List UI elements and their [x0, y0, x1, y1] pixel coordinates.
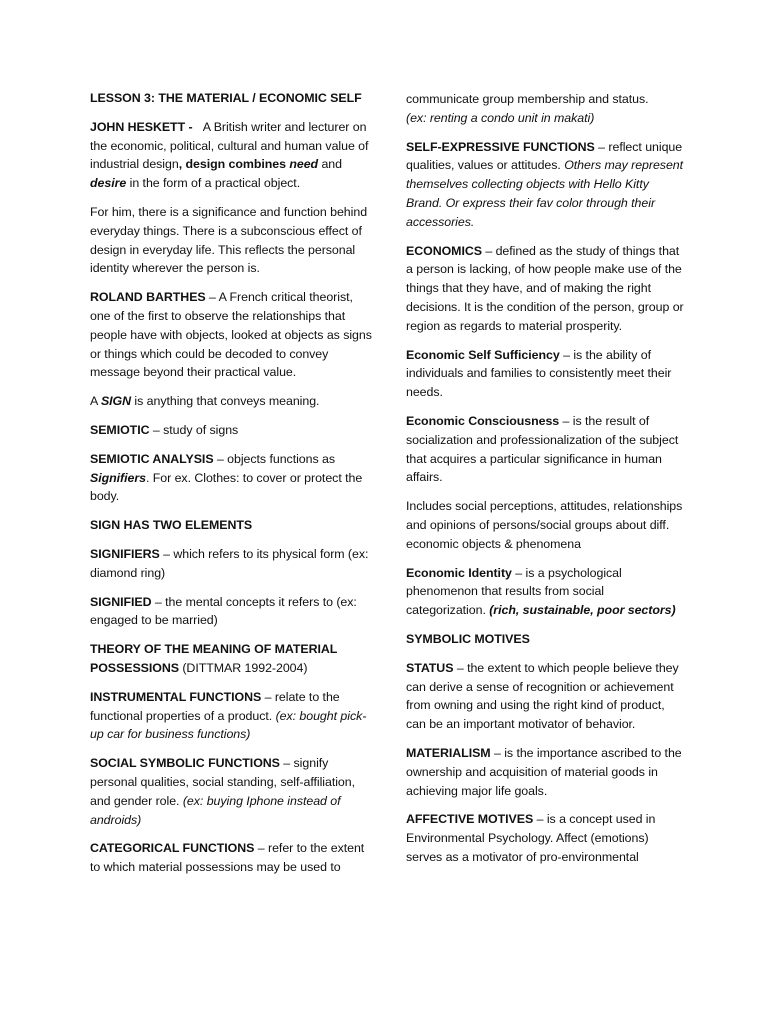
instrumental-paragraph: INSTRUMENTAL FUNCTIONS – relate to the functional properties of a product. (ex: bought pick-up car for business functions)	[90, 689, 367, 742]
economics-paragraph: ECONOMICS – defined as the study of things that a person is lacking, of how people make use of the things that they have, and of making the right decisions. It is the condition of the person, group or region as regards to material prosperity.	[406, 243, 684, 333]
categorical-continued-paragraph: communicate group membership and status. (ex: renting a condo unit in makati)	[406, 92, 649, 125]
semiotic-paragraph: SEMIOTIC – study of signs	[90, 422, 239, 437]
significance-paragraph: For him, there is a significance and function behind everyday things. There is a subconscious effect of design in everyday life. This reflects the personal identity wherever the person is.	[90, 204, 368, 276]
heskett-paragraph: JOHN HESKETT - A British writer and lecturer on the economic, political, cultural and human value of industrial design, design combines need and desire in the form of a practical object.	[90, 119, 369, 191]
theory-paragraph: THEORY OF THE MEANING OF MATERIAL POSSESSIONS (DITTMAR 1992-2004)	[90, 642, 338, 675]
signified-paragraph: SIGNIFIED – the mental concepts it refers to (ex: engaged to be married)	[90, 594, 357, 628]
signifiers-paragraph: SIGNIFIERS – which refers to its physical form (ex: diamond ring)	[90, 546, 369, 580]
self-expressive-paragraph: SELF-EXPRESSIVE FUNCTIONS – reflect unique qualities, values or attitudes. Others may represent themselves collecting objects with Hello Kitty Brand. Or express their fav color through their accessories.	[406, 139, 684, 229]
lesson-title: LESSON 3: THE MATERIAL / ECONOMIC SELF	[90, 91, 362, 105]
consciousness-paragraph: Economic Consciousness – is the result of socialization and professionalization of the subject that acquires a particular significance in human affairs.	[406, 413, 679, 485]
social-symbolic-paragraph: SOCIAL SYMBOLIC FUNCTIONS – signify personal qualities, social standing, self-affiliation, and gender role. (ex: buying Iphone instead of androids)	[90, 756, 356, 827]
sign-two-elements-heading: SIGN HAS TWO ELEMENTS	[90, 518, 253, 533]
semiotic-analysis-paragraph: SEMIOTIC ANALYSIS – objects functions as Signifiers. For ex. Clothes: to cover or protect the body.	[90, 451, 363, 504]
includes-paragraph: Includes social perceptions, attitudes, relationships and opinions of persons/social groups about diff. economic objects & phenomena	[406, 499, 683, 551]
barthes-paragraph: ROLAND BARTHES – A French critical theorist, one of the first to observe the relationships that people have with objects, looked at objects as signs or things which could be decoded to convey message beyond their practical value.	[90, 290, 372, 380]
materialism-paragraph: MATERIALISM – is the importance ascribed to the ownership and acquisition of material goods in achieving major life goals.	[406, 745, 682, 798]
sign-paragraph: A SIGN is anything that conveys meaning.	[90, 394, 320, 409]
categorical-paragraph: CATEGORICAL FUNCTIONS – refer to the extent to which material possessions may be used to	[90, 841, 365, 875]
self-sufficiency-paragraph: Economic Self Sufficiency – is the ability of individuals and families to consistently meet their needs.	[406, 347, 672, 400]
symbolic-motives-heading: SYMBOLIC MOTIVES	[406, 631, 530, 646]
identity-paragraph: Economic Identity – is a psychological phenomenon that results from social categorization. (rich, sustainable, poor sectors)	[406, 565, 676, 618]
left-column	[90, 89, 372, 887]
right-column	[406, 90, 686, 877]
status-paragraph: STATUS – the extent to which people believe they can derive a sense of recognition or achievement from owning and using the right kind of product, can be an important motivator of behavior.	[406, 660, 679, 732]
affective-paragraph: AFFECTIVE MOTIVES – is a concept used in Environmental Psychology. Affect (emotions) serves as a motivator of pro-environmental	[406, 812, 656, 864]
